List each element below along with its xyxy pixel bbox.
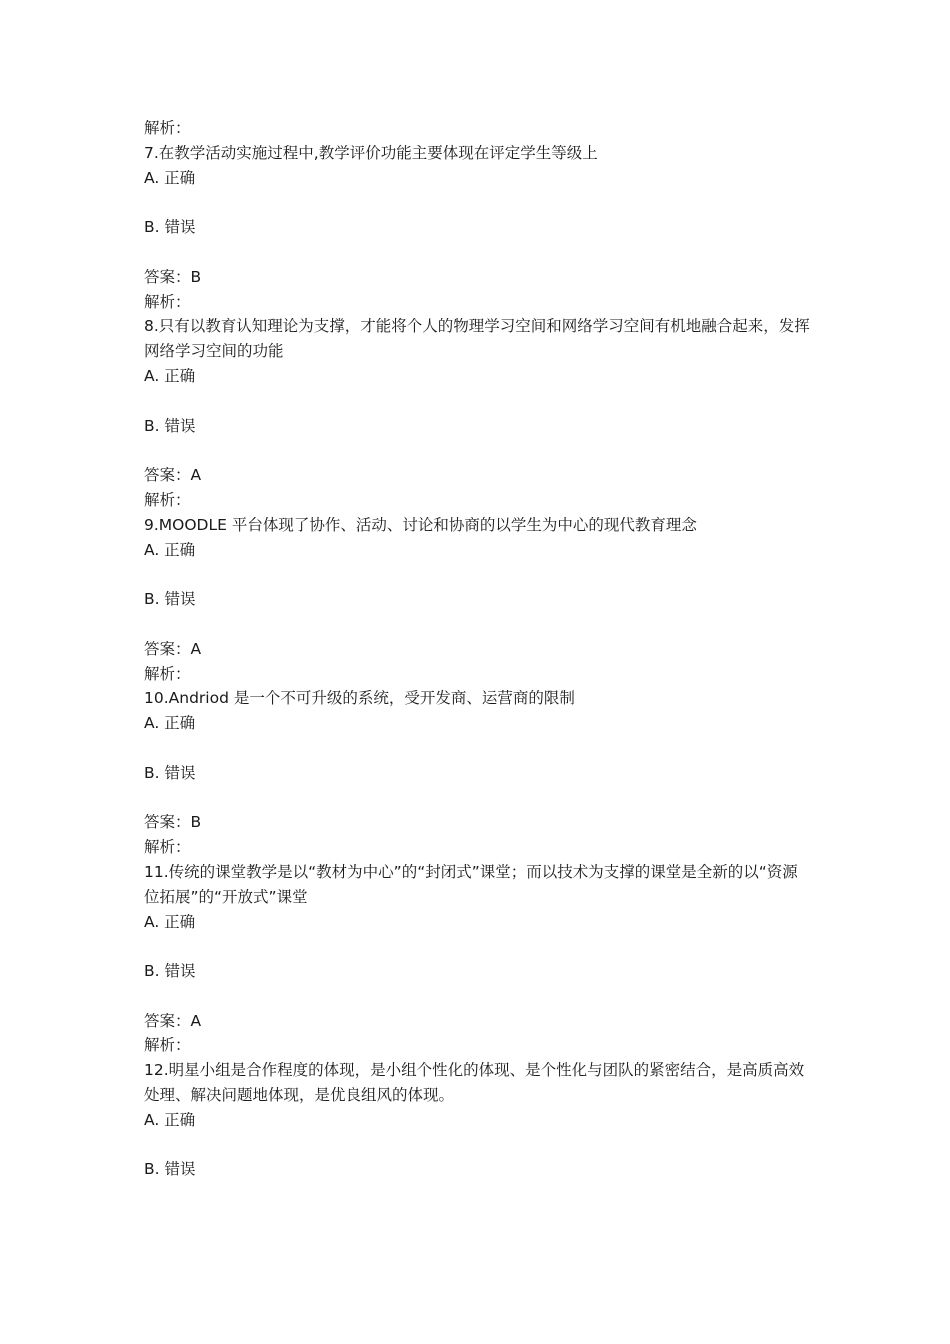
answer-block: [144, 463, 814, 513]
question-10: [144, 686, 814, 860]
option-a: A. 正确: [144, 714, 196, 733]
question-text: 12.明星小组是合作程度的体现，是小组个性化的体现、是个性化与团队的紧密结合，是高质高效处理、解决问题地体现，是优良组风的体现。: [144, 1061, 805, 1105]
analysis-label: 解析：: [144, 490, 191, 509]
option-b: B. 错误: [144, 962, 196, 981]
question-text: 11.传统的课堂教学是以“教材为中心”的“封闭式”课堂；而以技术为支撑的课堂是全新的以“资源位拓展”的“开放式”课堂: [144, 862, 798, 906]
option-a: A. 正确: [144, 540, 196, 559]
answer-label: 答案：B: [144, 813, 202, 832]
option-b: B. 错误: [144, 218, 196, 237]
document-content: [144, 116, 814, 1182]
question-text: 9.MOODLE 平台体现了协作、活动、讨论和协商的以学生为中心的现代教育理念: [144, 515, 697, 534]
answer-block: [144, 1009, 814, 1059]
question-text: 7.在教学活动实施过程中,教学评价功能主要体现在评定学生等级上: [144, 143, 598, 162]
answer-label: 答案：A: [144, 466, 202, 485]
option-a: A. 正确: [144, 912, 196, 931]
analysis-label: 解析：: [144, 119, 191, 137]
answer-block: [144, 810, 814, 860]
analysis-label: 解析：: [144, 292, 191, 311]
answer-label: 答案：B: [144, 267, 202, 286]
question-9: [144, 513, 814, 687]
analysis-label: 解析：: [144, 1036, 191, 1055]
option-b: B. 错误: [144, 1160, 196, 1179]
answer-block: [144, 637, 814, 687]
question-12: [144, 1058, 814, 1182]
answer-label: 答案：A: [144, 639, 202, 658]
option-b: B. 错误: [144, 763, 196, 782]
question-11: [144, 860, 814, 1058]
option-a: A. 正确: [144, 1110, 196, 1129]
question-8: [144, 314, 814, 512]
option-a: A. 正确: [144, 366, 196, 385]
option-a: A. 正确: [144, 168, 196, 187]
question-7: [144, 141, 814, 315]
option-b: B. 错误: [144, 590, 196, 609]
answer-block: [144, 265, 814, 315]
question-text: 10.Andriod 是一个不可升级的系统，受开发商、运营商的限制: [144, 689, 575, 708]
option-b: B. 错误: [144, 416, 196, 435]
question-text: 8.只有以教育认知理论为支撑，才能将个人的物理学习空间和网络学习空间有机地融合起来，发挥网络学习空间的功能: [144, 317, 810, 361]
analysis-label: 解析：: [144, 838, 191, 857]
answer-label: 答案：A: [144, 1011, 202, 1030]
analysis-label: 解析：: [144, 664, 191, 683]
